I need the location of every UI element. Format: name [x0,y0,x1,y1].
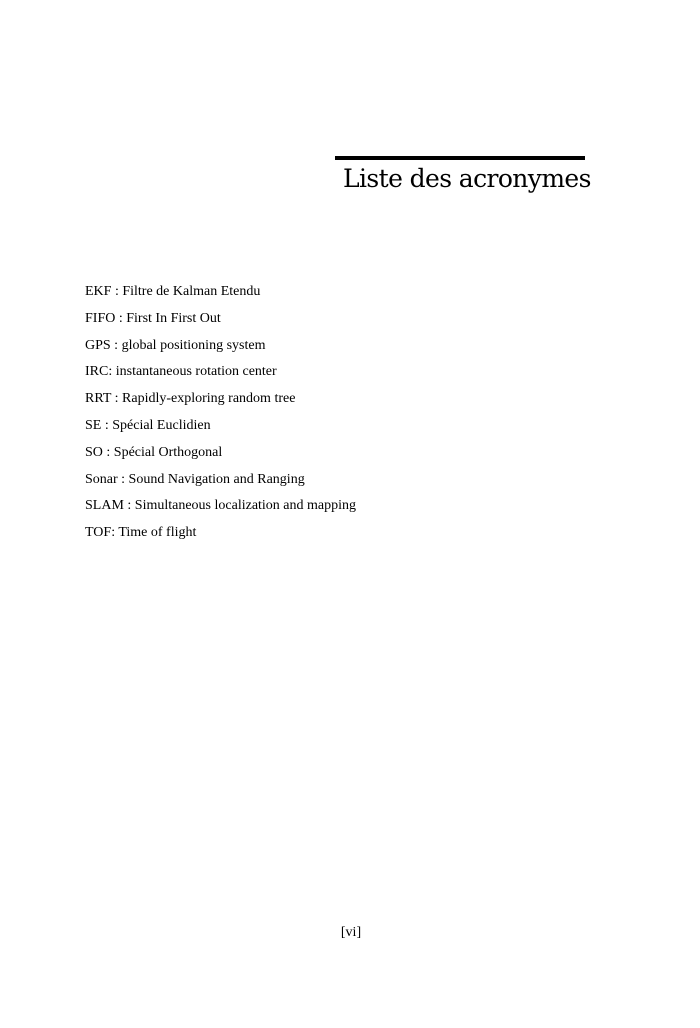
acronym-item: SE : Spécial Euclidien [85,417,211,433]
acronym-item: TOF: Time of flight [85,525,197,541]
acronym-item: FIFO : First In First Out [85,310,221,326]
page-number: [vi] [340,925,362,940]
acronym-item: SO : Spécial Orthogonal [85,444,223,460]
acronym-list [85,283,356,551]
acronym-item: Sonar : Sound Navigation and Ranging [85,471,305,487]
acronym-item: SLAM : Simultaneous localization and mapping [85,498,357,514]
page-title: Liste des acronymes [343,164,591,193]
acronym-item: EKF : Filtre de Kalman Etendu [85,284,261,299]
acronym-item: RRT : Rapidly-exploring random tree [85,391,296,407]
acronym-item: GPS : global positioning system [85,337,266,353]
acronym-item: IRC: instantaneous rotation center [85,364,277,380]
